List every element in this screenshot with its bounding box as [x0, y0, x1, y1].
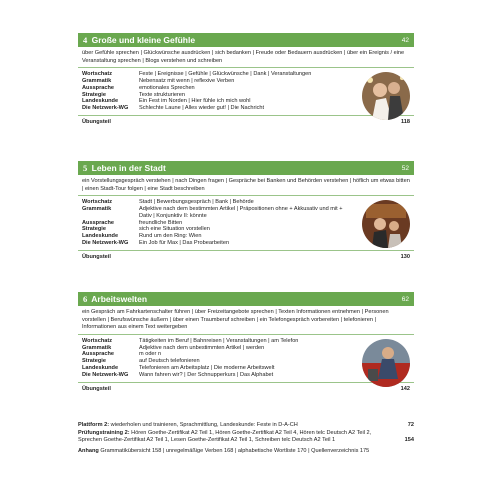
unit-goals: ein Gespräch am Fahrkartenschalter führen | über Freizeitangebote sprechen | Texten Informationen entnehmen | Personen vorstellen | Berufswünsche äußern | über einen Traumberuf schreiben | ein Telefongespräch vorbereiten | telefonieren | Informationen aus einem Text weitergeben [78, 306, 414, 335]
uebungsteil: Übungsteil 118 [82, 118, 410, 125]
unit-number: 5 [83, 163, 88, 173]
unit-number: 6 [83, 294, 88, 304]
unit-page: 42 [401, 36, 409, 44]
pruefung-line: Prüfungstraining 2: Hören Goethe-Zertifikat A2 Teil 1, Hören Goethe-Zertifikat A2 Teil 4, Hören telc Deutsch A2 Teil 2, Sprechen Goethe-Zertifikat A2 Teil 1, Lesen Goethe-Zertifikat A2 Teil 1, Schreiben telc Deutsch A2 Teil 1 154 [78, 429, 414, 444]
unit-title: Leben in der Stadt [91, 163, 166, 173]
unit-goals: ein Vorstellungsgespräch verstehen | nach Dingen fragen | Gespräche bei Banken und Behörden verstehen | höflich um etwas bitten | einen Stadt-Tour folgen | eine Stadt beschreiben [78, 175, 414, 196]
unit-photo [362, 72, 410, 120]
unit-content: Wortschatz Stadt | Bewerbungsgespräch | Bank | Behörde Grammatik Adjektive nach dem bestimmten Artikel | Präpositionen ohne + Akkusativ und mit + Dativ | Konjunktiv II: könnte Aussprache freundliche Bitten Strategie sich eine Situation vorstellen Landeskunde Rund um den Ring: Wien Die Netzwerk-WG Ein Job für Max | Das Probearbeiten [78, 196, 414, 251]
unit-photo [362, 200, 410, 248]
unit-title: Große und kleine Gefühle [91, 35, 196, 45]
unit-goals: über Gefühle sprechen | Glückwünsche ausdrücken | sich bedanken | Freude oder Bedauern ausdrücken | über ein Ereignis / eine Veranstaltung sprechen | Blogs verstehen und schreiben [78, 47, 414, 68]
plattform-line: Plattform 2: wiederholen und trainieren, Sprachmittlung, Landeskunde: Feste in D-A-CH 72 [78, 422, 414, 428]
unit-5 [78, 161, 414, 263]
unit-header [78, 161, 414, 175]
unit-header [78, 33, 414, 47]
anhang-line: Anhang Grammatikübersicht 158 | unregelmäßige Verben 168 | alphabetische Wortliste 170 | Quellenverzeichnis 175 [78, 447, 370, 454]
unit-content: Wortschatz Feste | Ereignisse | Gefühle | Glückwünsche | Dank | Veranstaltungen Grammatik Nebensatz mit wenn | reflexive Verben Aussprache emotionales Sprechen Strategie Texte strukturieren Landeskunde Ein Fest im Norden | Hier fühle ich mich wohl Die Netzwerk-WG Schlechte Laune | Alles wieder gut! | Die Nachricht [78, 68, 414, 116]
unit-page: 52 [401, 164, 409, 172]
unit-6 [78, 292, 414, 395]
unit-4 [78, 33, 414, 128]
unit-title: Arbeitswelten [91, 294, 148, 304]
uebungsteil: Übungsteil 130 [82, 253, 410, 260]
unit-header [78, 292, 414, 306]
unit-content: Wortschatz Tätigkeiten im Beruf | Bahnreisen | Veranstaltungen | am Telefon Grammatik Adjektive nach dem unbestimmten Artikel | werden Aussprache m oder n Strategie auf Deutsch telefonieren Landeskunde Telefonieren am Arbeitsplatz | Die moderne Arbeitswelt Die Netzwerk-WG Wann fahren wir? | Der Schnupperkurs | Das Alphabet [78, 335, 414, 383]
unit-photo [362, 339, 410, 387]
unit-page: 62 [401, 295, 409, 303]
uebungsteil: Übungsteil 142 [82, 385, 410, 392]
footer-section [78, 422, 414, 455]
unit-number: 4 [83, 35, 88, 45]
